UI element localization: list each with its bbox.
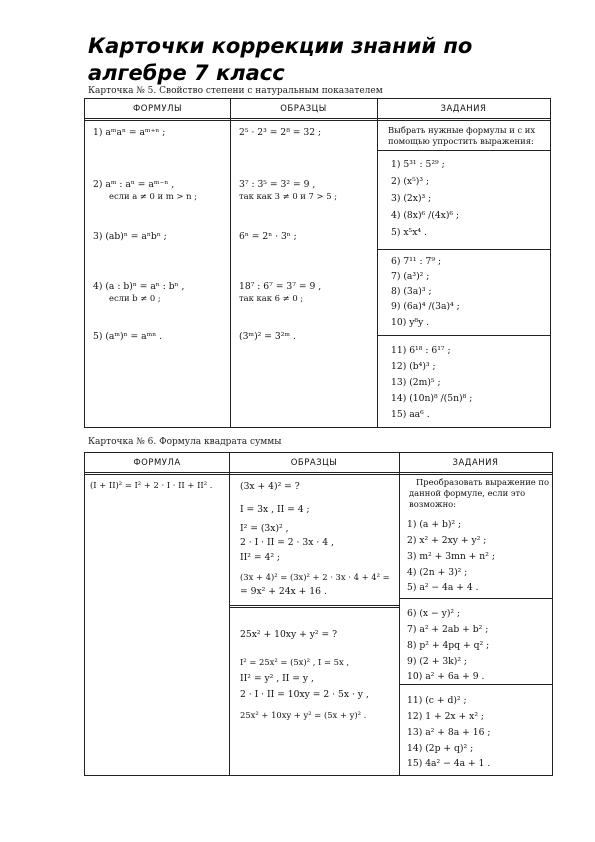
card6-sample2-line-4: 2 · I · II = 10xy = 2 · 5x · y , [240, 689, 369, 700]
card5-formula-4: 4) (a : b)ⁿ = aⁿ : bⁿ , [93, 281, 185, 292]
card6-sample2-line-3: II² = y² , II = y , [240, 673, 314, 684]
card6-col-divider-1 [229, 453, 230, 775]
card6-task-13: 13) a² + 8a + 16 ; [407, 727, 491, 738]
card6-task-6: 6) (x − y)² ; [407, 608, 461, 619]
card6-sample2-line-5: 25x² + 10xy + y² = (5x + y)² . [240, 710, 367, 720]
card5-sample-1: 2⁵ · 2³ = 2⁸ = 32 ; [239, 127, 322, 138]
page-title: Карточки коррекции знаний по алгебре 7 класс [88, 34, 473, 85]
card6-task-9: 9) (2 + 3k)² ; [407, 656, 468, 667]
card6-sample-divider [229, 605, 399, 608]
card5-task-intro-2: помощью упростить выражения: [388, 136, 534, 146]
card6-table [84, 452, 553, 776]
card6-task-2: 2) x² + 2xy + y² ; [407, 535, 487, 546]
card5-task-2: 2) (x⁵)³ ; [391, 176, 430, 187]
card6-sample1-line-4: 2 · I · II = 2 · 3x · 4 , [240, 537, 334, 548]
card5-task-12: 12) (b⁴)³ ; [391, 361, 436, 372]
card5-sample-3: 6ⁿ = 2ⁿ · 3ⁿ ; [239, 231, 297, 242]
card6-task-8: 8) p² + 4pq + q² ; [407, 640, 490, 651]
card6-task-intro-3: возможно: [409, 499, 457, 509]
card5-task-14: 14) (10n)⁸ /(5n)⁸ ; [391, 393, 473, 404]
card6-task-intro-1: Преобразовать выражение по [416, 477, 550, 487]
card6-header-samples: ОБРАЗЦЫ [290, 458, 338, 468]
card5-formula-5: 5) (aᵐ)ⁿ = aᵐⁿ . [93, 331, 163, 342]
card5-caption: Карточка № 5. Свойство степени с натуральным показателем [88, 86, 383, 96]
card6-header-formula: ФОРМУЛА [133, 458, 181, 468]
card5-task-4: 4) (8x)⁶ /(4x)⁶ ; [391, 210, 460, 221]
card6-sample2-line-2: I² = 25x² = (5x)² , I = 5x , [240, 657, 350, 667]
card6-sample1-line-7: = 9x² + 24x + 16 . [240, 586, 327, 597]
card5-task-10: 10) y⁸y . [391, 317, 430, 328]
card6-sample2-line-1: 25x² + 10xy + y² = ? [240, 629, 338, 640]
card5-formula-3: 3) (ab)ⁿ = aⁿbⁿ ; [93, 231, 167, 242]
card6-task-7: 7) a² + 2ab + b² ; [407, 624, 489, 635]
card6-caption: Карточка № 6. Формула квадрата суммы [88, 437, 282, 447]
card5-col-divider-1 [230, 99, 231, 427]
card5-header-divider [85, 118, 550, 121]
card6-task-5: 5) a² − 4a + 4 . [407, 582, 479, 593]
card5-formula-4-condition: если b ≠ 0 ; [109, 293, 161, 303]
card6-task-14: 14) (2p + q)² ; [407, 743, 474, 754]
card6-sample1-line-3: I² = (3x)² , [240, 523, 289, 534]
card5-task-11: 11) 6¹⁸ : 6¹⁷ ; [391, 345, 451, 356]
card5-col-divider-2 [377, 99, 378, 427]
card5-formula-2: 2) aᵐ : aⁿ = aᵐ⁻ⁿ , [93, 179, 175, 190]
card6-task-15: 15) 4a² − 4a + 1 . [407, 758, 491, 769]
card5-task-divider-1 [377, 249, 550, 250]
card6-task-divider-2 [399, 684, 552, 685]
card5-header-samples: ОБРАЗЦЫ [280, 104, 327, 114]
card6-col-divider-2 [399, 453, 400, 775]
card6-sample1-line-1: (3x + 4)² = ? [240, 481, 300, 492]
card6-task-4: 4) (2n + 3)² ; [407, 567, 468, 578]
card6-header-divider [85, 472, 552, 475]
card5-task-1: 1) 5³¹ : 5²⁹ ; [391, 159, 445, 170]
card5-sample-4: 18⁷ : 6⁷ = 3⁷ = 9 , [239, 281, 322, 292]
card5-header-tasks: ЗАДАНИЯ [440, 104, 487, 114]
card5-formula-1: 1) aᵐaⁿ = aᵐ⁺ⁿ ; [93, 127, 166, 138]
card5-task-9: 9) (6a)⁴ /(3a)⁴ ; [391, 301, 460, 312]
card5-task-8: 8) (3a)³ ; [391, 286, 432, 297]
card5-sample-2-condition: так как 3 ≠ 0 и 7 > 5 ; [239, 191, 338, 201]
card6-formula: (I + II)² = I² + 2 · I · II + II² . [90, 480, 213, 490]
card5-sample-2: 3⁷ : 3⁵ = 3² = 9 , [239, 179, 316, 190]
card5-task-7: 7) (a³)² ; [391, 271, 430, 282]
card5-task-15: 15) aa⁶ . [391, 409, 430, 420]
card6-task-intro-2: данной формуле, если это [409, 488, 526, 498]
card6-sample1-line-5: II² = 4² ; [240, 552, 281, 563]
card6-task-12: 12) 1 + 2x + x² ; [407, 711, 485, 722]
card6-task-3: 3) m² + 3mn + n² ; [407, 551, 495, 562]
card5-task-5: 5) x⁵x⁴ . [391, 227, 427, 238]
card6-sample1-line-2: I = 3x , II = 4 ; [240, 504, 310, 515]
card5-formula-2-condition: если a ≠ 0 и m > n ; [109, 191, 197, 201]
card5-task-intro-divider [377, 150, 550, 151]
card6-header-tasks: ЗАДАНИЯ [452, 458, 499, 468]
card5-header-formulas: ФОРМУЛЫ [132, 104, 183, 114]
card5-task-divider-2 [377, 335, 550, 336]
card5-task-6: 6) 7¹¹ : 7⁹ ; [391, 256, 442, 267]
card6-sample1-line-6: (3x + 4)² = (3x)² + 2 · 3x · 4 + 4² = [240, 572, 390, 582]
card5-task-3: 3) (2x)³ ; [391, 193, 432, 204]
card5-sample-4-condition: так как 6 ≠ 0 ; [239, 293, 304, 303]
card5-sample-5: (3ᵐ)² = 3²ᵐ . [239, 331, 296, 342]
card6-task-1: 1) (a + b)² ; [407, 519, 462, 530]
card6-task-10: 10) a² + 6a + 9 . [407, 671, 485, 682]
card5-task-intro-1: Выбрать нужные формулы и с их [388, 125, 536, 135]
card5-task-13: 13) (2m)⁵ ; [391, 377, 441, 388]
card5-table [84, 98, 551, 428]
card6-task-divider-1 [399, 598, 552, 599]
card6-task-11: 11) (c + d)² ; [407, 695, 467, 706]
